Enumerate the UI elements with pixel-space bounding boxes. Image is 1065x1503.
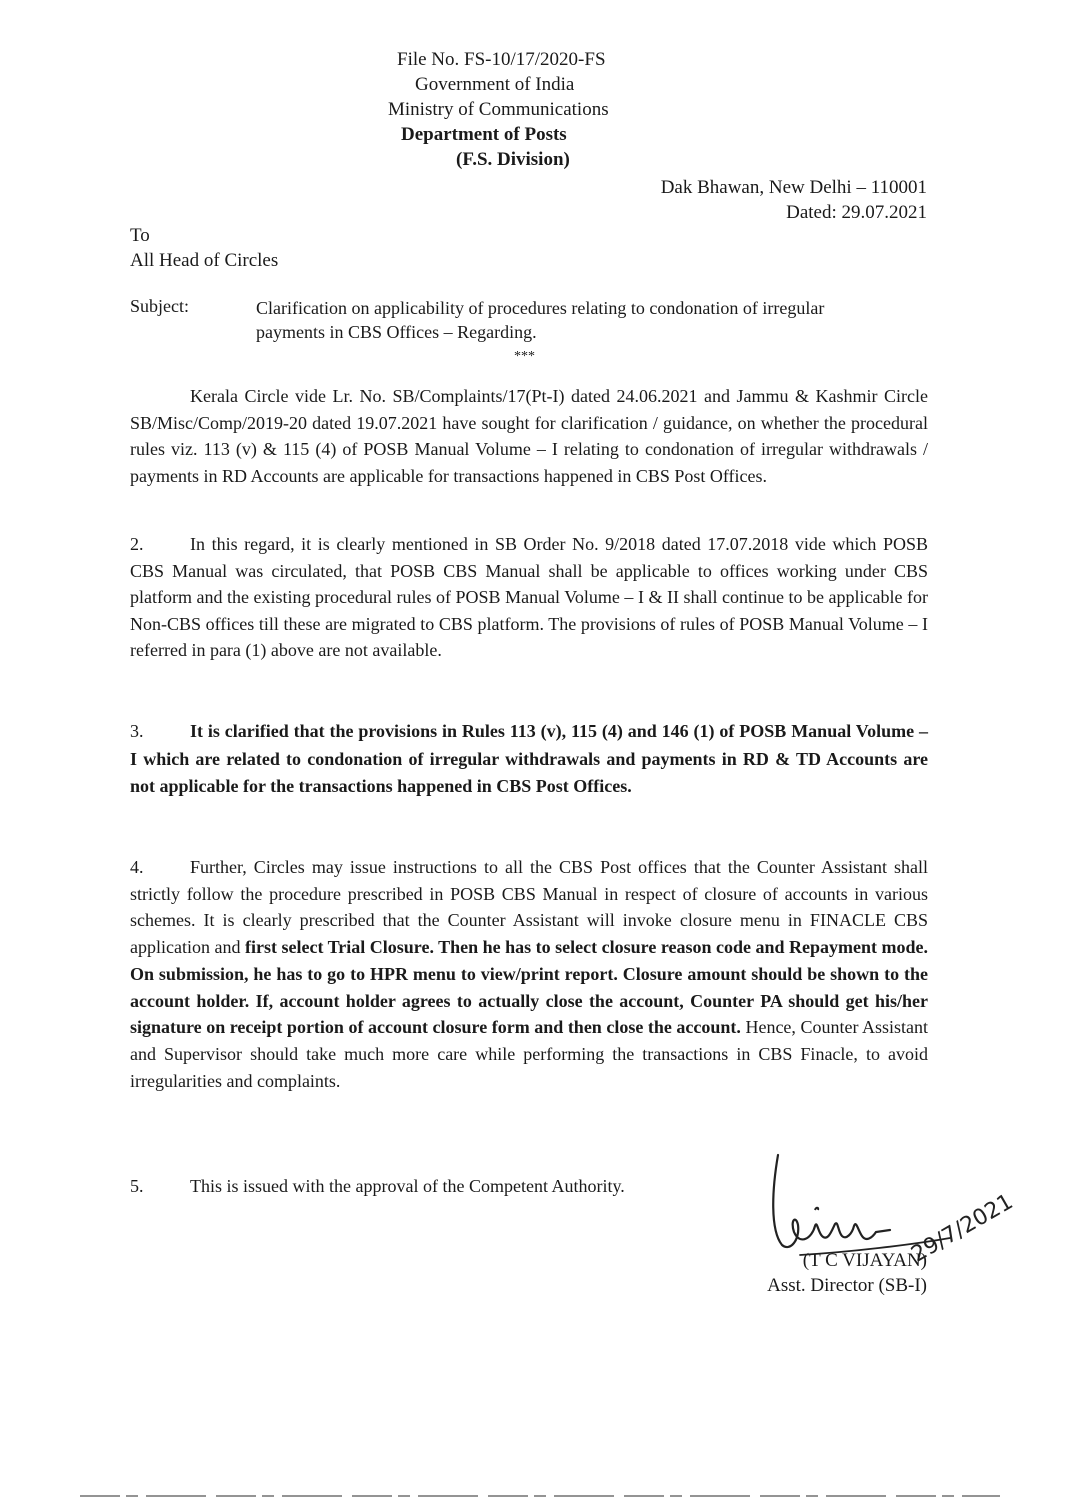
date-line: Dated: 29.07.2021: [786, 202, 927, 223]
government-line: Government of India: [415, 74, 575, 95]
signatory-name: (T C VIJAYAN): [802, 1250, 927, 1271]
to-label: To: [130, 225, 150, 246]
division-line: (F.S. Division): [456, 149, 570, 170]
paragraph-5-text: This is issued with the approval of the Competent Authority.: [190, 1176, 625, 1196]
paragraph-4-number: 4.: [130, 857, 144, 877]
department-line: Department of Posts: [401, 124, 567, 145]
paragraph-3-number: 3.: [130, 721, 144, 741]
recipient-name: All Head of Circles: [130, 250, 279, 271]
paragraph-2-text: In this regard, it is clearly mentioned in SB Order No. 9/2018 dated 17.07.2018 vide which POSB CBS Manual was circulated, that POSB CBS Manual shall be applicable to offices working under CBS platform and the existing procedural rules of POSB Manual Volume – I & II shall continue to be applicable for Non-CBS offices till these are migrated to CBS platform. The provisions of rules of POSB Manual Volume – I referred in para (1) above are not available.: [130, 534, 928, 660]
paragraph-4: [130, 854, 928, 1094]
signatory-designation: Asst. Director (SB-I): [767, 1275, 927, 1296]
paragraph-4-bold-text: first select Trial Closure. Then he has to select closure reason code and Repayment mode. On submission, he has to go to HPR menu to view/print report. Closure amount should be shown to the account holder. If, account holder agrees to actually close the account, Counter PA should get his/her signature on receipt portion of account closure form and then close the account.: [130, 937, 928, 1038]
recipient-block: [130, 223, 278, 273]
paragraph-5-number: 5.: [130, 1176, 144, 1196]
address-line: Dak Bhawan, New Delhi – 110001: [660, 177, 927, 198]
file-number: File No. FS-10/17/2020-FS: [397, 49, 606, 70]
signatory-block: [767, 1248, 927, 1298]
paragraph-3-text: It is clarified that the provisions in Rules 113 (v), 115 (4) and 146 (1) of POSB Manual Volume – I which are related to condonation of irregular withdrawals and payments in RD & TD Accounts are not applicable for the transactions happened in CBS Post Offices.: [130, 721, 928, 796]
subject-separator: ***: [514, 349, 535, 364]
handwritten-date: 29/7/2021: [907, 1189, 1018, 1268]
scan-edge-line: [0, 1494, 1065, 1498]
ministry-line: Ministry of Communications: [388, 99, 609, 120]
paragraph-4-text: Further, Circles may issue instructions to all the CBS Post offices that the Counter Assistant shall strictly follow the procedure prescribed in POSB CBS Manual in respect of closure of accounts in various schemes. It is clearly prescribed that the Counter Assistant will invoke closure menu in FINACLE CBS application and: [130, 857, 928, 958]
paragraph-4-tail-text: Hence, Counter Assistant and Supervisor should take much more care while performing the transactions in CBS Finacle, to avoid irregularities and complaints.: [130, 1017, 928, 1091]
paragraph-1-text: Kerala Circle vide Lr. No. SB/Complaints/17(Pt-I) dated 24.06.2021 and Jammu & Kashmir Circle SB/Misc/Comp/2019-20 dated 19.07.2021 have sought for clarification / guidance, on whether the procedural rules viz. 113 (v) & 115 (4) of POSB Manual Volume – I relating to condonation of irregular withdrawals / payments in RD Accounts are applicable for transactions happened in CBS Post Offices.: [130, 386, 928, 486]
paragraph-2: [130, 531, 928, 664]
paragraph-1: [130, 383, 928, 489]
paragraph-3: [130, 718, 928, 801]
paragraph-2-number: 2.: [130, 534, 144, 554]
subject-text: Clarification on applicability of procedures relating to condonation of irregular payments in CBS Offices – Regarding.: [256, 298, 825, 342]
subject-label: Subject:: [130, 296, 189, 316]
paragraph-5: [130, 1176, 625, 1197]
